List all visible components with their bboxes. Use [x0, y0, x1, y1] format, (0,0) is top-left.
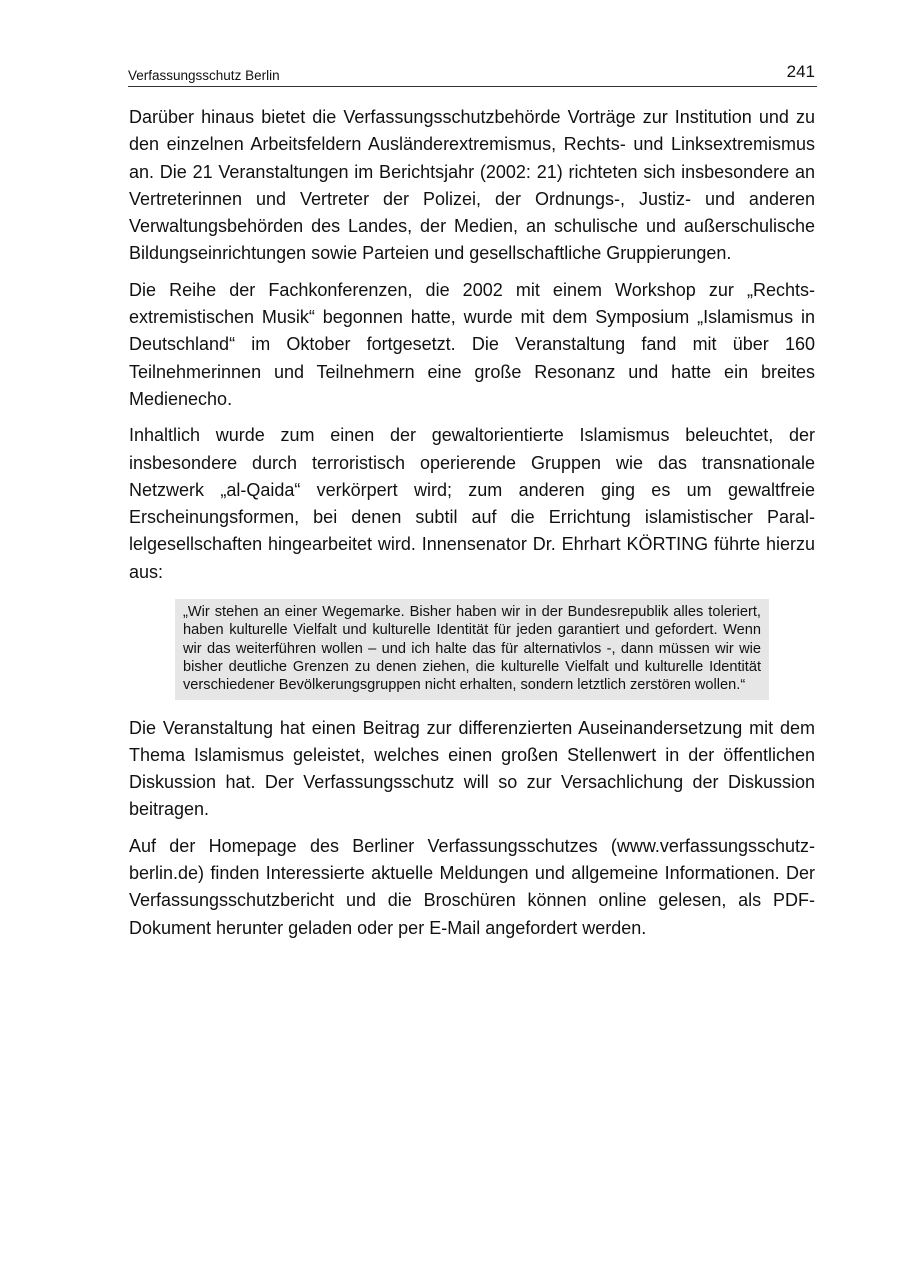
paragraph: Darüber hinaus bietet die Verfassungsschutzbehörde Vorträge zur Institution und zu den einzelnen Arbeitsfeldern Ausländerextremismus, Rechts- und Linksextremismus an. Die 21 Veranstaltungen im Berichtsjahr (2002: 21) richteten sich insbesondere an Vertreterinnen und Vertreter der Polizei, der Ordnungs-, Justiz- und anderen Verwaltungsbehörden des Landes, der Medien, an schulische und außerschulische Bildungseinrichtungen sowie Parteien und gesellschaftliche Gruppierungen. [129, 107, 815, 264]
page-number: 241 [786, 62, 815, 81]
paragraph: Die Reihe der Fachkonferenzen, die 2002 mit einem Workshop zur „Rechtsextremistischen Musik“ begonnen hatte, wurde mit dem Symposium „Islamismus in Deutschland“ im Oktober fortgesetzt. Die Veranstaltung fand mit über 160 Teilnehmerinnen und Teilnehmern eine große Resonanz und hatte ein breites Medienecho. [129, 279, 815, 409]
page-header [128, 60, 817, 87]
paragraph: Auf der Homepage des Berliner Verfassungsschutzes (www.verfassungsschutz-berlin.de) finden Interessierte aktuelle Meldungen und allgemeine Informationen. Der Verfassungsschutzbericht und die Broschüren können online gelesen, als PDF-Dokument herunter geladen oder per E-Mail angefordert werden. [129, 835, 815, 938]
paragraph: Inhaltlich wurde zum einen der gewaltorientierte Islamismus beleuchtet, der insbesondere durch terroristisch operierende Gruppen wie das transnationale Netzwerk „al-Qaida“ verkörpert wird; zum anderen ging es um gewaltfreie Erscheinungsformen, bei denen subtil auf die Errichtung islamistischer Parallelgesellschaften hingearbeitet wird. Innensenator Dr. Ehrhart KÖRTING führte hierzu aus: [129, 425, 815, 582]
quote-text: „Wir stehen an einer Wegemarke. Bisher haben wir in der Bundesrepublik alles toleriert, haben kulturelle Vielfalt und kulturelle Identität für jeden garantiert und gefordert. Wenn wir das weiterführen wollen – und ich halte das für alternativlos -, dann müssen wir wie bisher deutliche Grenzen zu denen ziehen, die kulturelle Vielfalt und kulturelle Identität verschiedener Bevölkerungsgruppen nicht erhalten, sondern letztlich zerstören wollen.“ [183, 604, 761, 694]
header-title: Verfassungsschutz Berlin [128, 68, 280, 83]
quote-block [175, 599, 769, 699]
paragraph: Die Veranstaltung hat einen Beitrag zur differenzierten Auseinandersetzung mit dem Thema Islamismus geleistet, welches einen großen Stellenwert in der öffentlichen Diskussion hat. Der Verfassungsschutz will so zur Versachlichung der Diskussion beitragen. [129, 717, 815, 820]
page-body [129, 104, 815, 951]
